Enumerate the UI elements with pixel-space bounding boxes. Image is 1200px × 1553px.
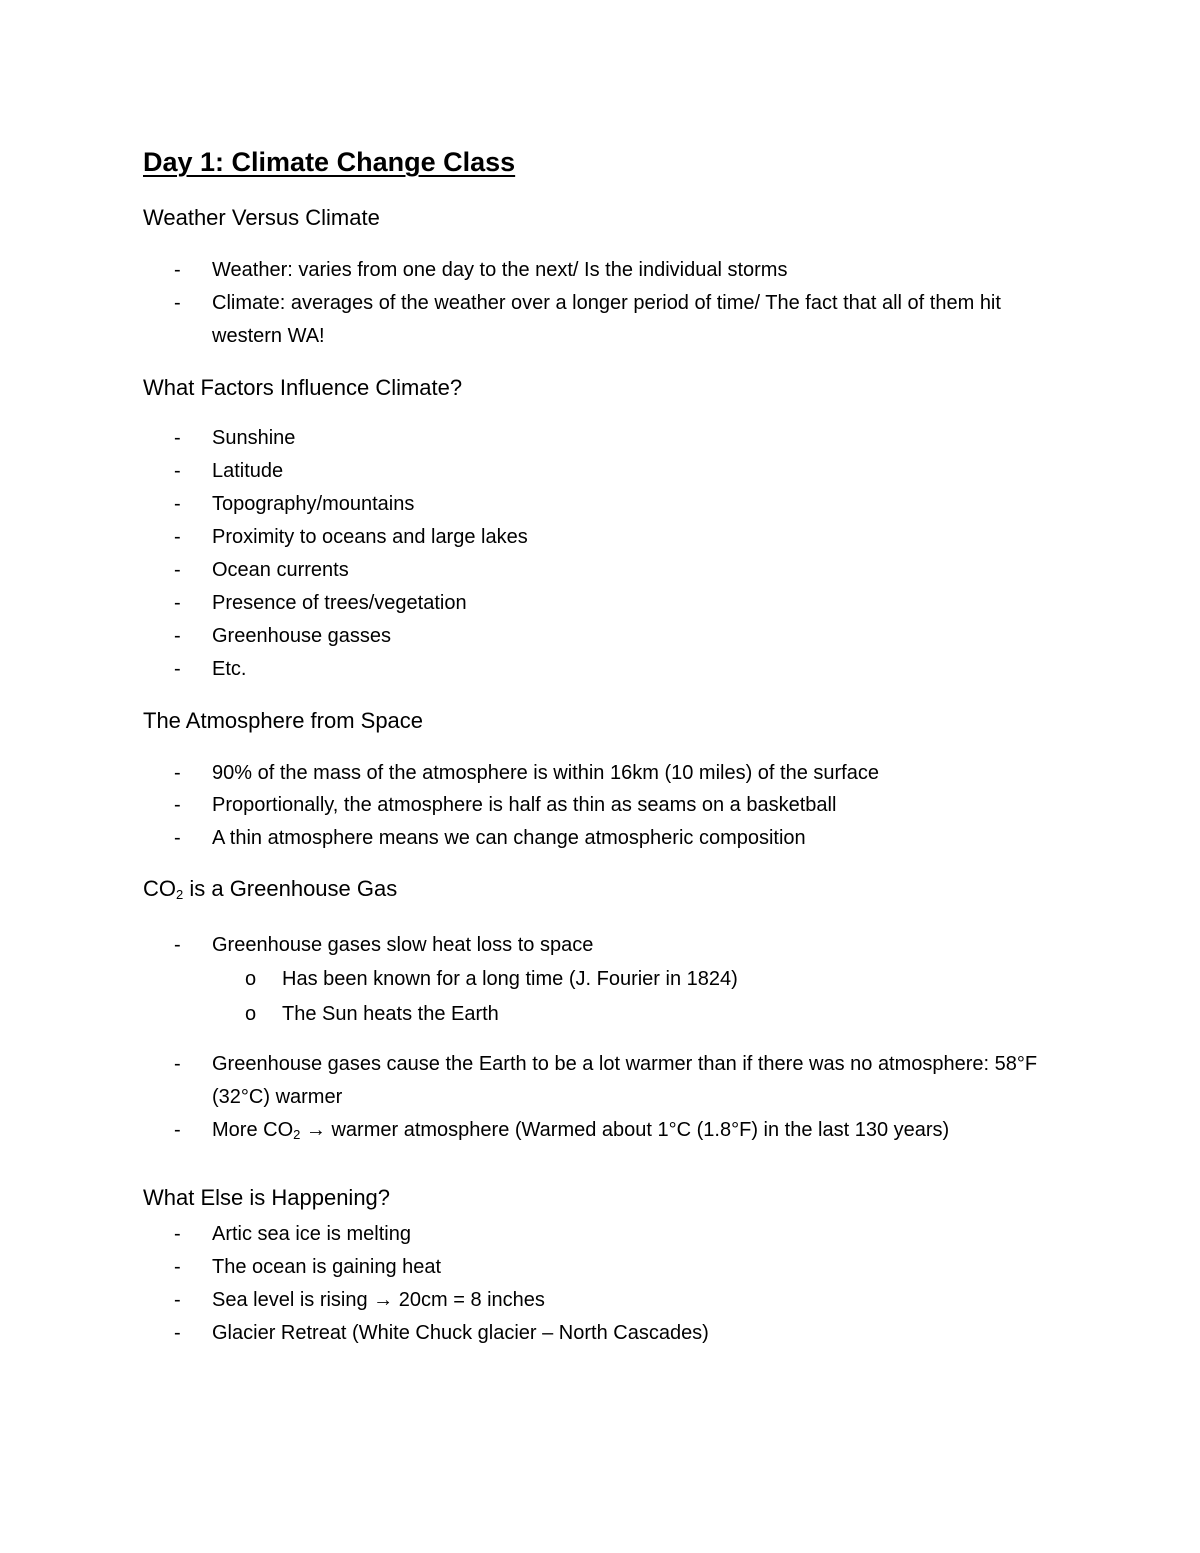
dash-bullet: - xyxy=(174,1289,181,1311)
dash-bullet: - xyxy=(174,658,181,680)
co2-text-pre: More CO xyxy=(212,1119,294,1141)
list-item xyxy=(174,929,1050,962)
dash-bullet: - xyxy=(174,493,181,515)
dash-bullet: - xyxy=(174,559,181,581)
dash-bullet: - xyxy=(174,259,181,281)
dash-bullet: - xyxy=(174,427,181,449)
list-item-text xyxy=(212,1114,1050,1147)
list-item xyxy=(174,554,1050,587)
heading-factors: What Factors Influence Climate? xyxy=(143,375,463,400)
document-title: Day 1: Climate Change Class xyxy=(143,147,516,177)
list-item-text: The ocean is gaining heat xyxy=(212,1256,442,1278)
heading-co2-pre: CO xyxy=(143,876,176,901)
dash-bullet: - xyxy=(174,625,181,647)
list-item xyxy=(174,789,1050,822)
dash-bullet: - xyxy=(174,1119,181,1141)
list-item xyxy=(174,620,1050,653)
heading-weather-vs-climate: Weather Versus Climate xyxy=(143,205,380,230)
dash-bullet: - xyxy=(174,934,181,956)
list-item-text: Ocean currents xyxy=(212,559,349,581)
sub-list-item-text: The Sun heats the Earth xyxy=(282,1003,499,1025)
dash-bullet: - xyxy=(174,526,181,548)
circle-bullet: o xyxy=(245,1003,257,1025)
list-item xyxy=(174,1284,1050,1317)
heading-what-else: What Else is Happening? xyxy=(143,1185,391,1210)
list-item-text: Climate: averages of the weather over a longer period of time/ The fact that all of them hit western WA! xyxy=(212,292,1001,347)
list-item-text: Sea level is rising → 20cm = 8 inches xyxy=(212,1289,545,1311)
list-item-text: Artic sea ice is melting xyxy=(212,1223,411,1245)
dash-bullet: - xyxy=(174,794,181,816)
heading-atmosphere: The Atmosphere from Space xyxy=(143,708,424,733)
list-item xyxy=(174,1048,1050,1114)
list-item xyxy=(174,587,1050,620)
dash-bullet: - xyxy=(174,1256,181,1278)
list-item-text: Sunshine xyxy=(212,427,296,449)
dash-bullet: - xyxy=(174,762,181,784)
list-item-text: Glacier Retreat (White Chuck glacier – North Cascades) xyxy=(212,1322,709,1344)
sub-list-item xyxy=(245,998,1050,1031)
list-item-text: Weather: varies from one day to the next/ Is the individual storms xyxy=(212,259,788,281)
co2-text-post: → warmer atmosphere (Warmed about 1°C (1.8°F) in the last 130 years) xyxy=(300,1119,950,1141)
list-item xyxy=(174,1114,1050,1147)
circle-bullet: o xyxy=(245,968,257,990)
list-item xyxy=(174,254,1050,287)
list-item xyxy=(174,757,1050,790)
list-item-text: Presence of trees/vegetation xyxy=(212,592,467,614)
list-item xyxy=(174,521,1050,554)
dash-bullet: - xyxy=(174,1322,181,1344)
heading-co2-subscript: 2 xyxy=(176,887,184,902)
list-item xyxy=(174,1218,1050,1251)
list-item-text: Proportionally, the atmosphere is half as thin as seams on a basketball xyxy=(212,794,837,816)
dash-bullet: - xyxy=(174,460,181,482)
list-item xyxy=(174,455,1050,488)
heading-co2-post: is a Greenhouse Gas xyxy=(183,876,398,901)
co2-subscript: 2 xyxy=(293,1127,301,1142)
list-item-text: Topography/mountains xyxy=(212,493,415,515)
dash-bullet: - xyxy=(174,292,181,314)
sub-list-item-text: Has been known for a long time (J. Fourier in 1824) xyxy=(282,968,738,990)
list-item-text: A thin atmosphere means we can change atmospheric composition xyxy=(212,827,806,849)
dash-bullet: - xyxy=(174,827,181,849)
list-item xyxy=(174,1317,1050,1350)
list-item-text: Latitude xyxy=(212,460,284,482)
heading-co2 xyxy=(143,874,397,904)
sub-list-item xyxy=(245,963,1050,996)
dash-bullet: - xyxy=(174,592,181,614)
list-item-text: Greenhouse gases slow heat loss to space xyxy=(212,934,594,956)
list-item xyxy=(174,1251,1050,1284)
list-item xyxy=(174,653,1050,686)
list-item-text: 90% of the mass of the atmosphere is within 16km (10 miles) of the surface xyxy=(212,762,879,784)
list-item-text: Proximity to oceans and large lakes xyxy=(212,526,528,548)
list-item xyxy=(174,488,1050,521)
list-item-text: Etc. xyxy=(212,658,247,680)
list-item xyxy=(174,422,1050,455)
list-item-text: Greenhouse gasses xyxy=(212,625,392,647)
list-item xyxy=(174,287,1050,353)
dash-bullet: - xyxy=(174,1053,181,1075)
dash-bullet: - xyxy=(174,1223,181,1245)
list-item-text: Greenhouse gases cause the Earth to be a lot warmer than if there was no atmosphere: 58°F (32°C) warmer xyxy=(212,1053,1038,1108)
list-item xyxy=(174,822,1050,855)
